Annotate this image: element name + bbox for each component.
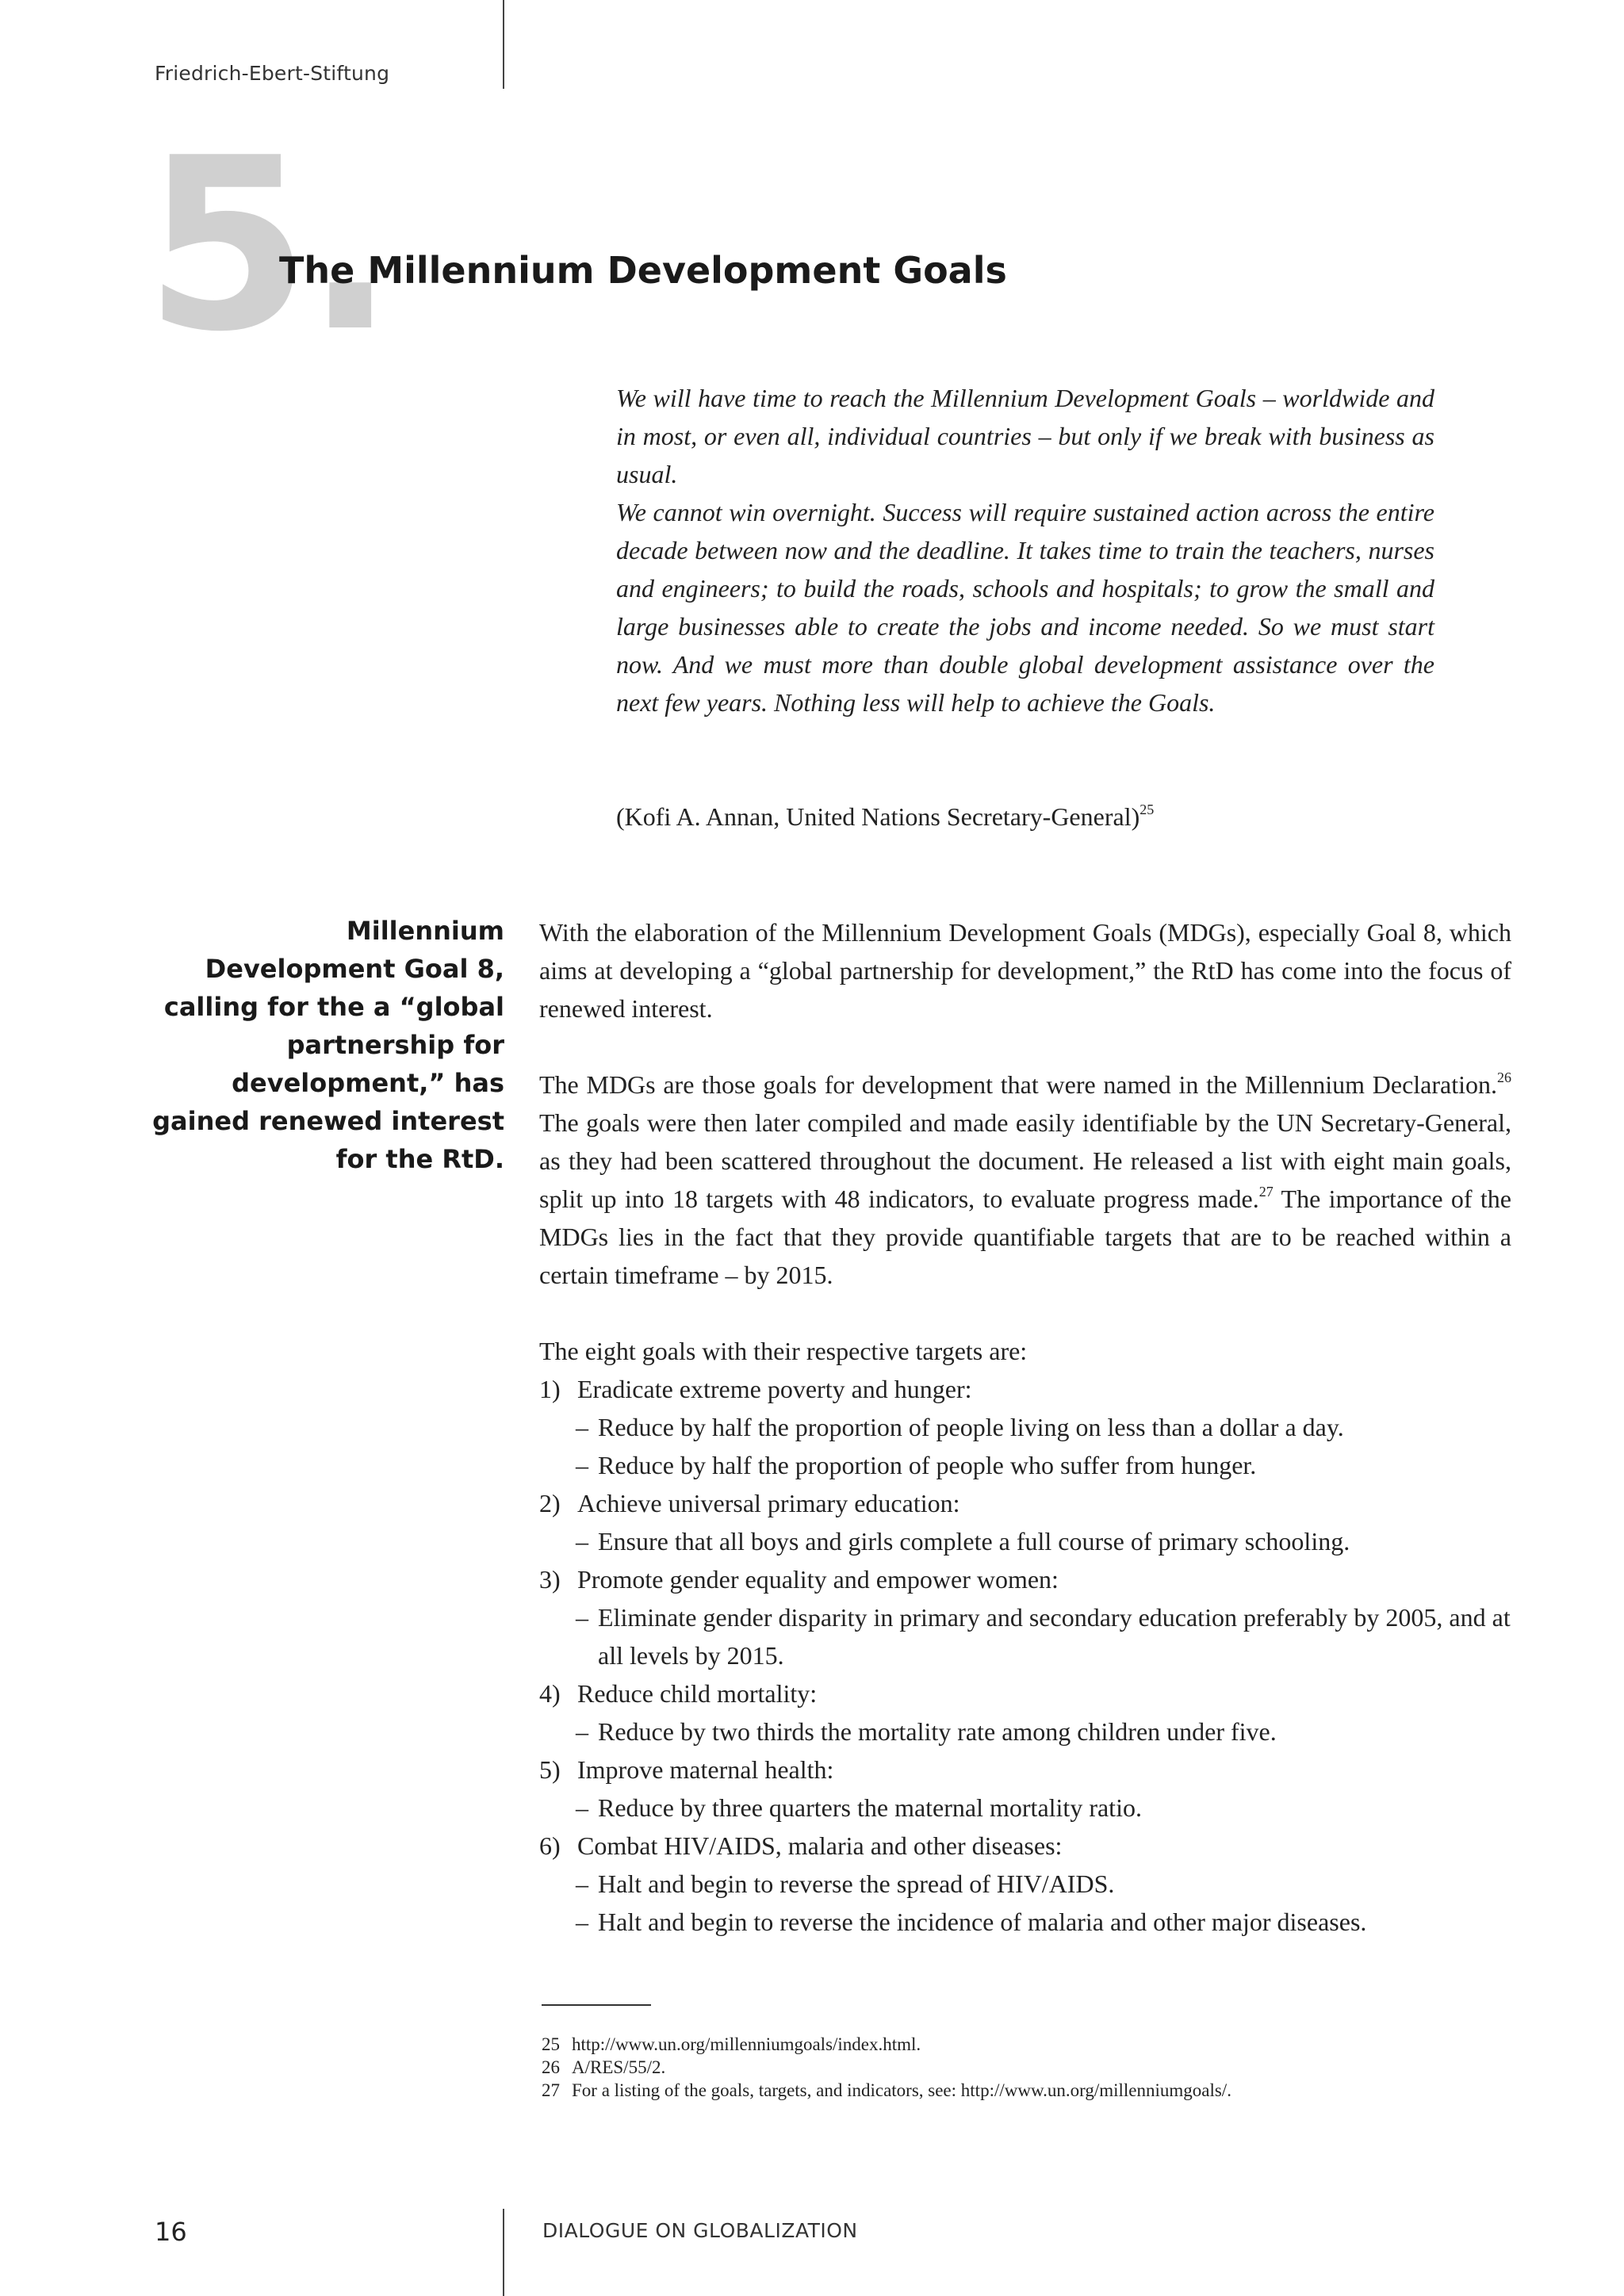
footnote bbox=[542, 2056, 1493, 2079]
target-text: Eliminate gender disparity in primary and secondary education preferably by 2005, and at all levels by 2015. bbox=[598, 1603, 1511, 1670]
dash-bullet: – bbox=[576, 1527, 588, 1556]
target-text: Ensure that all boys and girls complete a full course of primary schooling. bbox=[598, 1527, 1350, 1556]
goal-item bbox=[539, 1751, 1511, 1789]
epigraph-quote bbox=[616, 379, 1434, 721]
goals-intro: The eight goals with their respective targets are: bbox=[539, 1337, 1028, 1365]
footer-title: DIALOGUE ON GLOBALIZATION bbox=[542, 2219, 858, 2242]
dash-bullet: – bbox=[576, 1908, 588, 1936]
goal-title: Improve maternal health: bbox=[577, 1755, 834, 1784]
body-text-span: The MDGs are those goals for development that were named in the Millennium Declaration. bbox=[539, 1070, 1497, 1099]
footnote-rule bbox=[542, 2004, 651, 2006]
footnote-number: 27 bbox=[542, 2080, 560, 2100]
target-text: Halt and begin to reverse the incidence of malaria and other major diseases. bbox=[598, 1908, 1367, 1936]
goal-title: Promote gender equality and empower women: bbox=[577, 1565, 1059, 1594]
footnote-number: 25 bbox=[542, 2034, 560, 2054]
body-text-span: The importance of the MDGs lies in the fact that they provide quantifiable targets that are to be reached within a certain timeframe – by 2015. bbox=[539, 1184, 1512, 1289]
running-head: Friedrich-Ebert-Stiftung bbox=[155, 62, 390, 85]
dash-bullet: – bbox=[576, 1413, 588, 1441]
goal-target bbox=[539, 1865, 1511, 1903]
target-text: Reduce by two thirds the mortality rate among children under five. bbox=[598, 1717, 1277, 1746]
goal-title: Combat HIV/AIDS, malaria and other diseases: bbox=[577, 1831, 1063, 1860]
footnote bbox=[542, 2033, 1493, 2056]
body-paragraph: With the elaboration of the Millennium Development Goals (MDGs), especially Goal 8, which aims at developing a “global partnership for development,” the RtD has come into the focus of renewed interest. bbox=[539, 918, 1511, 1023]
target-text: Reduce by half the proportion of people living on less than a dollar a day. bbox=[598, 1413, 1344, 1441]
margin-note: Millennium Development Goal 8, calling for the a “global partnership for development,” has gained renewed interest for the RtD. bbox=[152, 916, 504, 1174]
target-text: Reduce by half the proportion of people who suffer from hunger. bbox=[598, 1451, 1257, 1479]
goal-number: 6) bbox=[539, 1831, 561, 1860]
goal-item bbox=[539, 1560, 1511, 1598]
goal-target bbox=[539, 1903, 1511, 1941]
goal-target bbox=[539, 1446, 1511, 1484]
chapter-number: 5. bbox=[144, 107, 391, 384]
goal-number: 1) bbox=[539, 1375, 561, 1403]
target-text: Halt and begin to reverse the spread of HIV/AIDS. bbox=[598, 1869, 1115, 1898]
goal-title: Eradicate extreme poverty and hunger: bbox=[577, 1375, 972, 1403]
goal-target bbox=[539, 1789, 1511, 1827]
header-divider bbox=[503, 0, 504, 89]
dash-bullet: – bbox=[576, 1717, 588, 1746]
goal-number: 3) bbox=[539, 1565, 561, 1594]
footnote bbox=[542, 2079, 1493, 2102]
goal-item bbox=[539, 1674, 1511, 1712]
goal-target bbox=[539, 1522, 1511, 1560]
body-paragraph bbox=[539, 1066, 1511, 1294]
goal-title: Reduce child mortality: bbox=[577, 1679, 818, 1708]
body-text bbox=[539, 913, 1511, 1941]
footnote-text: http://www.un.org/millenniumgoals/index.html. bbox=[572, 2034, 921, 2054]
footnote-number: 26 bbox=[542, 2057, 560, 2077]
goal-item bbox=[539, 1484, 1511, 1522]
dash-bullet: – bbox=[576, 1603, 588, 1632]
epigraph-paragraph: We will have time to reach the Millennium Development Goals – worldwide and in most, or even all, individual countries – but only if we break with business as usual. bbox=[616, 384, 1434, 488]
dash-bullet: – bbox=[576, 1869, 588, 1898]
goal-number: 2) bbox=[539, 1489, 561, 1517]
page-number: 16 bbox=[155, 2217, 187, 2247]
footnote-reference: 25 bbox=[1139, 802, 1155, 817]
footnote-text: For a listing of the goals, targets, and indicators, see: http://www.un.org/millenniumgoals/. bbox=[572, 2080, 1231, 2100]
goal-number: 4) bbox=[539, 1679, 561, 1708]
target-text: Reduce by three quarters the maternal mortality ratio. bbox=[598, 1793, 1142, 1822]
goal-item bbox=[539, 1827, 1511, 1865]
chapter-title: The Millennium Development Goals bbox=[279, 249, 1007, 292]
dash-bullet: – bbox=[576, 1793, 588, 1822]
goals-list bbox=[539, 1370, 1511, 1941]
footnotes bbox=[542, 2033, 1493, 2102]
footnote-text: A/RES/55/2. bbox=[572, 2057, 666, 2077]
dash-bullet: – bbox=[576, 1451, 588, 1479]
goal-number: 5) bbox=[539, 1755, 561, 1784]
footer-divider bbox=[503, 2209, 504, 2296]
attribution-text: (Kofi A. Annan, United Nations Secretary-General) bbox=[616, 802, 1140, 831]
goal-item bbox=[539, 1370, 1511, 1408]
epigraph-paragraph: We cannot win overnight. Success will require sustained action across the entire decade between now and the deadline. It takes time to train the teachers, nurses and engineers; to build the roads, schools and hospitals; to grow the small and large businesses able to create the jobs and income needed. So we must start now. And we must more than double global development assistance over the next few years. Nothing less will help to achieve the Goals. bbox=[616, 498, 1434, 717]
epigraph-attribution bbox=[616, 798, 1154, 836]
footnote-reference: 27 bbox=[1258, 1184, 1274, 1200]
goal-target bbox=[539, 1712, 1511, 1751]
goal-title: Achieve universal primary education: bbox=[577, 1489, 960, 1517]
footnote-reference: 26 bbox=[1497, 1070, 1511, 1085]
goal-target bbox=[539, 1598, 1511, 1674]
goal-target bbox=[539, 1408, 1511, 1446]
body-text-span: The goals were then later compiled and made easily identifiable by the UN Secretary-General, as they had been scattered throughout the document. He released a list with eight main goals, split up into 18 targets with 48 indicators, to evaluate progress made. bbox=[539, 1108, 1511, 1213]
